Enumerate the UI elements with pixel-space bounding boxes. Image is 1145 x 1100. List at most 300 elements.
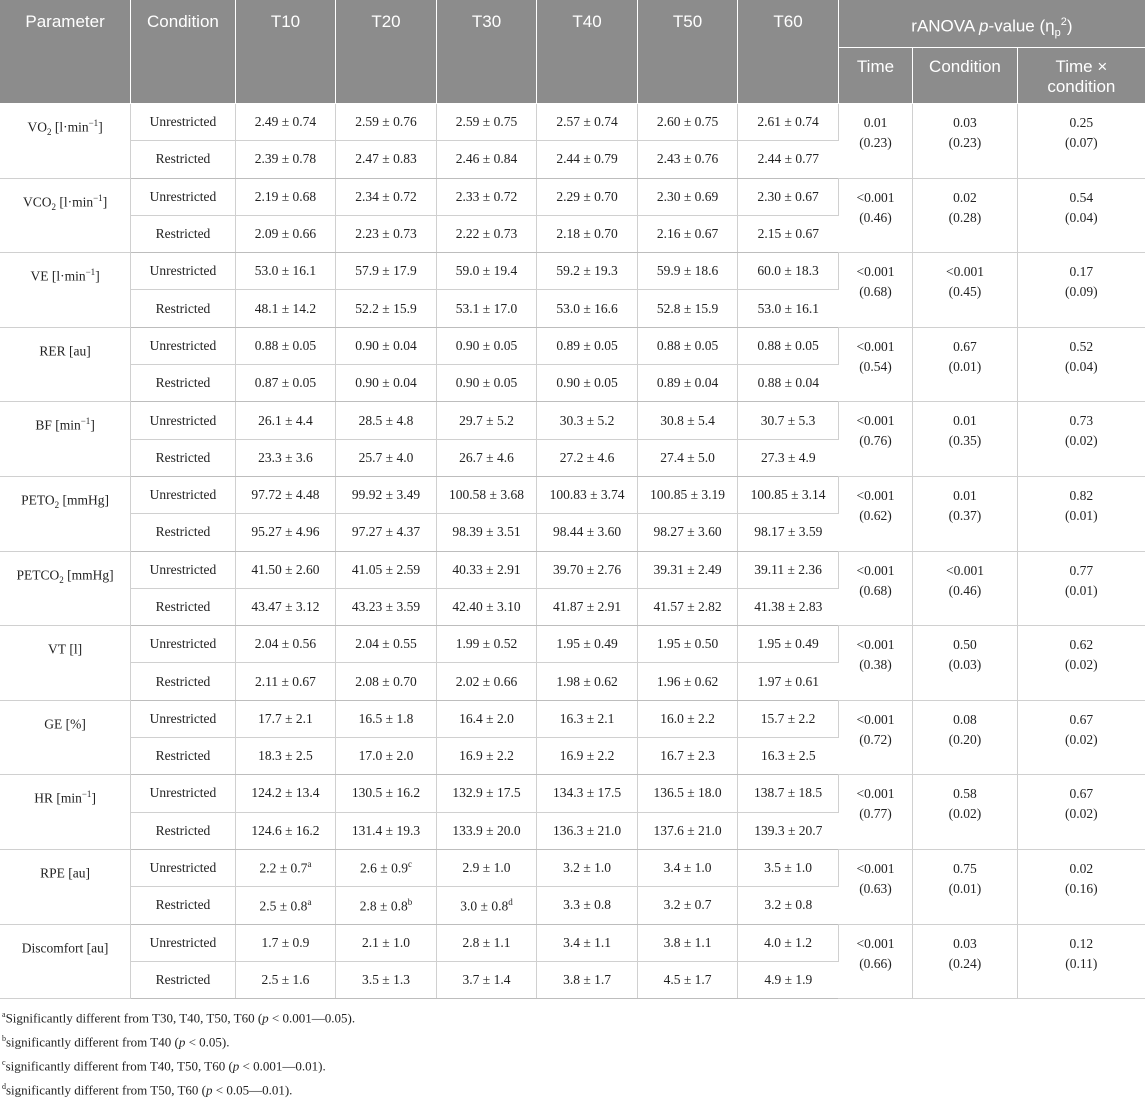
- value-cell: [537, 775, 638, 812]
- value-cell: [637, 700, 738, 737]
- value-text: 2.29 ± 0.70: [556, 188, 618, 204]
- eta-value: (0.20): [948, 731, 982, 747]
- value-text: 59.2 ± 19.3: [556, 263, 618, 279]
- parameter-name: RPE: [40, 865, 65, 881]
- parameter-subscript: 2: [54, 500, 60, 511]
- pvalue-interaction: [1017, 924, 1145, 999]
- p-value: 0.52: [1069, 338, 1094, 354]
- value-cell: [436, 849, 537, 886]
- eta-value: (0.45): [948, 284, 982, 300]
- value-text: 2.5 ± 0.8: [259, 898, 308, 914]
- value-cell: [738, 402, 839, 439]
- value-text: 2.18 ± 0.70: [556, 226, 618, 242]
- value-cell: [235, 402, 336, 439]
- value-cell: [235, 365, 336, 402]
- value-cell: [738, 775, 839, 812]
- value-text: 16.5 ± 1.8: [358, 710, 414, 726]
- value-cell: [336, 476, 437, 513]
- value-cell: [738, 215, 839, 252]
- eta-value: (0.46): [948, 582, 982, 598]
- value-cell: [235, 327, 336, 364]
- parameter-unit: [l·min: [48, 268, 86, 284]
- value-cell: [738, 365, 839, 402]
- value-text: 16.3 ± 2.5: [760, 748, 816, 764]
- value-cell: [436, 663, 537, 700]
- value-text: 16.4 ± 2.0: [459, 710, 514, 726]
- value-text: 95.27 ± 4.96: [251, 524, 320, 540]
- value-text: 53.1 ± 17.0: [455, 300, 518, 316]
- value-text: 40.33 ± 2.91: [452, 561, 521, 577]
- condition-label: Restricted: [131, 439, 236, 476]
- value-cell: [235, 775, 336, 812]
- value-cell: [738, 141, 839, 178]
- parameter-unit: [au]: [65, 343, 91, 359]
- value-text: 39.11 ± 2.36: [754, 561, 822, 577]
- value-cell: [436, 514, 537, 551]
- pvalue-interaction: [1017, 104, 1145, 179]
- value-text: 131.4 ± 19.3: [351, 822, 421, 838]
- value-cell: [537, 253, 638, 290]
- parameter-subscript: 2: [59, 574, 64, 585]
- value-cell: [235, 887, 336, 924]
- eta-value: (0.01): [1065, 507, 1098, 523]
- value-cell: [537, 439, 638, 476]
- value-cell: [537, 141, 638, 178]
- pvalue-condition: [913, 775, 1018, 850]
- eta-value: (0.02): [948, 806, 982, 822]
- pvalue-condition: [913, 476, 1018, 551]
- value-text: 2.60 ± 0.75: [656, 114, 719, 130]
- parameter-unit-sup: −1: [88, 118, 99, 128]
- value-text: 0.90 ± 0.05: [455, 375, 518, 391]
- value-cell: [336, 738, 437, 775]
- pvalue-condition: [913, 626, 1018, 701]
- value-text: 30.3 ± 5.2: [559, 412, 615, 428]
- footnote-text: significantly different from T50, T60 (: [6, 1081, 207, 1097]
- parameter-unit: [au]: [83, 940, 109, 956]
- value-cell: [637, 402, 738, 439]
- footnote: [2, 1029, 1145, 1053]
- eta-value: (0.16): [1065, 880, 1098, 896]
- value-cell: [336, 588, 437, 625]
- value-text: 2.16 ± 0.67: [656, 226, 719, 242]
- value-text: 0.88 ± 0.04: [757, 375, 820, 391]
- condition-label: Restricted: [131, 365, 236, 402]
- footnote-mark: c: [2, 1057, 6, 1067]
- value-cell: [336, 439, 437, 476]
- value-cell: [235, 924, 336, 961]
- value-text: 2.08 ± 0.70: [355, 673, 417, 689]
- value-text: 138.7 ± 18.5: [753, 785, 823, 801]
- value-cell: [637, 439, 738, 476]
- p-value: 0.73: [1069, 413, 1094, 429]
- value-text: 139.3 ± 20.7: [754, 822, 823, 838]
- value-cell: [336, 812, 437, 849]
- condition-label: Restricted: [131, 738, 236, 775]
- table-row: [0, 178, 1145, 215]
- eta-value: (0.23): [948, 135, 982, 150]
- condition-label: Restricted: [131, 812, 236, 849]
- p-value: 0.82: [1069, 487, 1094, 503]
- parameter-cell: [0, 104, 131, 179]
- value-text: 137.6 ± 21.0: [653, 822, 722, 838]
- p-value: <0.001: [945, 562, 984, 578]
- condition-label: Restricted: [131, 514, 236, 551]
- parameter-unit-end: ]: [90, 417, 95, 433]
- pvalue-condition: [913, 700, 1018, 775]
- value-cell: [537, 551, 638, 588]
- parameter-name: PETO: [21, 492, 55, 508]
- value-cell: [637, 178, 738, 215]
- value-cell: [436, 215, 537, 252]
- p-value: <0.001: [856, 637, 895, 653]
- value-text: 0.90 ± 0.04: [355, 337, 417, 353]
- footnote-mark: d: [508, 896, 513, 907]
- parameter-cell: [0, 327, 131, 402]
- value-cell: [336, 141, 437, 178]
- value-text: 3.2 ± 1.0: [563, 860, 611, 876]
- value-cell: [336, 961, 437, 998]
- value-cell: [537, 700, 638, 737]
- value-text: 18.3 ± 2.5: [258, 748, 313, 764]
- value-cell: [537, 887, 638, 924]
- p-value: 0.17: [1069, 264, 1094, 280]
- value-cell: [738, 290, 839, 327]
- value-cell: [537, 588, 638, 625]
- footnote-mark: b: [407, 896, 413, 907]
- value-text: 2.49 ± 0.74: [254, 114, 317, 130]
- parameter-unit: [l·min: [51, 119, 89, 135]
- value-text: 3.2 ± 0.8: [764, 897, 813, 913]
- parameter-unit-sup: −1: [81, 789, 92, 800]
- value-text: 0.90 ± 0.04: [355, 375, 417, 391]
- parameter-name: GE: [44, 716, 63, 732]
- value-text: 27.2 ± 4.6: [559, 449, 615, 465]
- parameter-unit: [l]: [66, 641, 83, 657]
- value-cell: [738, 812, 839, 849]
- footnotes: [0, 1005, 1145, 1100]
- condition-label: Unrestricted: [131, 104, 236, 141]
- value-cell: [637, 961, 738, 998]
- value-text: 15.7 ± 2.2: [760, 710, 816, 726]
- value-cell: [436, 588, 537, 625]
- parameter-unit-sup: −1: [85, 267, 96, 278]
- footnote-p: p: [206, 1081, 213, 1097]
- p-value: <0.001: [856, 786, 895, 802]
- p-value: 0.01: [953, 413, 977, 429]
- value-cell: [336, 290, 437, 327]
- value-cell: [235, 738, 336, 775]
- pvalue-interaction: [1017, 178, 1145, 253]
- value-text: 48.1 ± 14.2: [254, 300, 317, 316]
- value-text: 3.3 ± 0.8: [563, 897, 611, 913]
- value-text: 136.3 ± 21.0: [552, 822, 622, 838]
- table-row: [0, 626, 1145, 663]
- parameter-unit: [min: [51, 417, 81, 433]
- eta-value: (0.28): [948, 209, 982, 225]
- value-text: 3.8 ± 1.1: [663, 934, 712, 950]
- footnote-mark: a: [307, 859, 312, 870]
- pvalue-time: [838, 327, 912, 402]
- value-text: 2.8 ± 0.8: [359, 898, 408, 914]
- p-value: 0.01: [863, 115, 888, 130]
- value-text: 2.59 ± 0.75: [455, 114, 518, 130]
- value-cell: [235, 215, 336, 252]
- pvalue-condition: [913, 104, 1018, 179]
- value-cell: [436, 290, 537, 327]
- value-cell: [336, 663, 437, 700]
- condition-label: Unrestricted: [131, 327, 236, 364]
- condition-label: Restricted: [131, 290, 236, 327]
- value-cell: [738, 961, 839, 998]
- value-text: 2.44 ± 0.77: [757, 151, 820, 167]
- value-text: 4.9 ± 1.9: [764, 971, 813, 987]
- pvalue-time: [838, 253, 912, 328]
- value-text: 2.22 ± 0.73: [455, 226, 518, 242]
- value-cell: [235, 514, 336, 551]
- value-cell: [436, 551, 537, 588]
- condition-label: Unrestricted: [131, 253, 236, 290]
- value-cell: [637, 626, 738, 663]
- p-value: <0.001: [856, 711, 895, 727]
- p-value: <0.001: [856, 860, 895, 876]
- footnote-mark: d: [2, 1081, 6, 1091]
- value-cell: [336, 775, 437, 812]
- value-text: 42.40 ± 3.10: [452, 599, 521, 614]
- value-text: 17.7 ± 2.1: [258, 710, 313, 726]
- p-value: <0.001: [856, 487, 895, 503]
- value-text: 16.9 ± 2.2: [559, 748, 615, 764]
- value-cell: [637, 887, 738, 924]
- value-cell: [738, 178, 839, 215]
- parameter-unit: [mmHg]: [59, 492, 110, 508]
- value-text: 0.88 ± 0.05: [757, 337, 819, 353]
- condition-label: Unrestricted: [131, 178, 236, 215]
- pvalue-time: [838, 178, 912, 253]
- value-text: 2.19 ± 0.68: [254, 188, 317, 204]
- p-value: 0.62: [1069, 637, 1094, 653]
- value-cell: [637, 327, 738, 364]
- header-t10: T10: [235, 0, 336, 104]
- eta-value: (0.23): [859, 135, 892, 150]
- value-cell: [637, 514, 738, 551]
- value-text: 43.23 ± 3.59: [351, 599, 421, 614]
- header-condition: Condition: [131, 0, 236, 104]
- value-cell: [537, 924, 638, 961]
- value-text: 98.27 ± 3.60: [653, 524, 722, 540]
- eta-value: (0.03): [948, 657, 982, 673]
- pvalue-condition: [913, 178, 1018, 253]
- table-row: [0, 551, 1145, 588]
- condition-label: Unrestricted: [131, 626, 236, 663]
- value-text: 3.7 ± 1.4: [462, 971, 511, 987]
- value-cell: [537, 178, 638, 215]
- value-text: 53.0 ± 16.1: [757, 300, 820, 316]
- value-text: 3.0 ± 0.8: [460, 898, 509, 914]
- value-text: 1.98 ± 0.62: [556, 673, 618, 689]
- value-text: 2.11 ± 0.67: [255, 673, 316, 689]
- value-cell: [336, 849, 437, 886]
- footnote-text: Significantly different from T30, T40, T50, T60 (: [5, 1010, 263, 1026]
- value-text: 1.95 ± 0.49: [757, 636, 819, 652]
- value-text: 2.59 ± 0.76: [355, 114, 417, 130]
- value-cell: [738, 738, 839, 775]
- condition-label: Restricted: [131, 663, 236, 700]
- value-cell: [235, 476, 336, 513]
- pvalue-interaction: [1017, 849, 1145, 924]
- value-cell: [537, 476, 638, 513]
- value-text: 0.88 ± 0.05: [656, 337, 719, 353]
- parameter-unit-end: ]: [102, 194, 108, 210]
- value-text: 2.34 ± 0.72: [355, 188, 417, 204]
- value-cell: [436, 327, 537, 364]
- p-value: 0.54: [1069, 189, 1094, 205]
- pvalue-time: [838, 551, 912, 626]
- value-text: 4.5 ± 1.7: [663, 971, 712, 987]
- parameter-cell: [0, 700, 131, 775]
- value-cell: [235, 626, 336, 663]
- footnote-text: significantly different from T40, T50, T60 (: [5, 1058, 233, 1074]
- value-text: 0.89 ± 0.04: [656, 375, 719, 391]
- eta-value: (0.76): [859, 433, 892, 449]
- value-text: 4.0 ± 1.2: [764, 934, 813, 950]
- pvalue-condition: [913, 551, 1018, 626]
- footnote-mark: a: [2, 1010, 6, 1020]
- value-cell: [235, 588, 336, 625]
- value-cell: [537, 327, 638, 364]
- eta-value: (0.02): [1065, 806, 1098, 822]
- value-text: 53.0 ± 16.6: [556, 300, 618, 316]
- pvalue-interaction: [1017, 775, 1145, 850]
- parameter-subscript: 2: [46, 127, 52, 138]
- eta-value: (0.07): [1065, 135, 1098, 150]
- p-value: 0.12: [1069, 935, 1094, 951]
- footnote-mark: a: [307, 896, 312, 907]
- value-text: 98.39 ± 3.51: [452, 524, 521, 540]
- value-cell: [436, 887, 537, 924]
- condition-label: Unrestricted: [131, 476, 236, 513]
- value-text: 2.44 ± 0.79: [556, 151, 618, 167]
- value-text: 100.85 ± 3.19: [650, 487, 725, 503]
- eta-value: (0.63): [859, 880, 892, 896]
- pvalue-time: [838, 775, 912, 850]
- value-text: 134.3 ± 17.5: [552, 785, 622, 801]
- value-text: 99.92 ± 3.49: [351, 487, 421, 503]
- value-text: 0.90 ± 0.05: [556, 375, 618, 391]
- parameter-cell: [0, 775, 131, 850]
- value-cell: [738, 700, 839, 737]
- parameter-unit-sup: −1: [80, 416, 91, 427]
- parameter-unit-end: ]: [95, 268, 100, 284]
- value-cell: [235, 551, 336, 588]
- p-value: <0.001: [856, 935, 895, 951]
- p-value: 0.02: [1069, 860, 1094, 876]
- table-header: [0, 0, 1145, 104]
- condition-label: Unrestricted: [131, 402, 236, 439]
- eta-value: (0.68): [859, 284, 892, 300]
- value-text: 1.7 ± 0.9: [261, 934, 310, 950]
- p-value: 0.67: [1069, 786, 1094, 802]
- value-text: 2.39 ± 0.78: [254, 151, 317, 167]
- value-text: 132.9 ± 17.5: [452, 785, 521, 801]
- value-text: 52.2 ± 15.9: [355, 300, 417, 316]
- value-text: 30.8 ± 5.4: [660, 412, 715, 428]
- condition-label: Unrestricted: [131, 700, 236, 737]
- value-cell: [336, 551, 437, 588]
- p-value: 0.03: [953, 935, 977, 951]
- value-text: 2.33 ± 0.72: [455, 188, 518, 204]
- value-text: 27.3 ± 4.9: [760, 449, 816, 465]
- value-text: 2.04 ± 0.55: [355, 636, 417, 652]
- value-cell: [436, 178, 537, 215]
- value-text: 41.50 ± 2.60: [251, 561, 320, 577]
- parameter-name: VO: [27, 119, 47, 135]
- value-text: 3.5 ± 1.0: [764, 860, 813, 876]
- pvalue-interaction: [1017, 626, 1145, 701]
- value-cell: [738, 849, 839, 886]
- value-cell: [637, 141, 738, 178]
- value-text: 130.5 ± 16.2: [351, 785, 421, 801]
- parameter-name: Discomfort: [21, 940, 84, 956]
- parameter-name: BF: [35, 417, 52, 433]
- eta-value: (0.01): [948, 880, 982, 896]
- parameter-cell: [0, 253, 131, 328]
- eta-value: (0.77): [859, 806, 892, 822]
- eta-value: (0.02): [1065, 731, 1098, 747]
- value-text: 2.43 ± 0.76: [656, 151, 719, 167]
- parameter-unit: [%]: [62, 716, 86, 732]
- table-body: [0, 104, 1145, 999]
- value-text: 17.0 ± 2.0: [358, 748, 414, 764]
- value-cell: [235, 812, 336, 849]
- value-cell: [537, 514, 638, 551]
- eta-value: (0.62): [859, 507, 892, 523]
- pvalue-interaction: [1017, 327, 1145, 402]
- parameter-name: VE: [30, 268, 49, 284]
- parameter-name: PETCO: [16, 567, 60, 583]
- pvalue-time: [838, 924, 912, 999]
- condition-label: Restricted: [131, 887, 236, 924]
- p-value: 0.67: [953, 338, 977, 354]
- value-cell: [336, 215, 437, 252]
- value-cell: [637, 551, 738, 588]
- value-cell: [738, 626, 839, 663]
- value-cell: [637, 588, 738, 625]
- footnote: [2, 1053, 1145, 1077]
- p-value: <0.001: [856, 264, 895, 280]
- value-text: 2.30 ± 0.67: [757, 188, 819, 204]
- value-cell: [436, 626, 537, 663]
- value-cell: [235, 700, 336, 737]
- value-text: 2.2 ± 0.7: [259, 860, 308, 876]
- value-text: 2.61 ± 0.74: [757, 114, 819, 130]
- condition-label: Unrestricted: [131, 924, 236, 961]
- value-cell: [738, 887, 839, 924]
- table-row: [0, 253, 1145, 290]
- value-text: 26.1 ± 4.4: [258, 412, 313, 428]
- value-cell: [738, 253, 839, 290]
- value-cell: [537, 290, 638, 327]
- value-text: 0.89 ± 0.05: [556, 337, 618, 353]
- table-row: [0, 700, 1145, 737]
- value-cell: [537, 104, 638, 141]
- pvalue-interaction: [1017, 476, 1145, 551]
- value-cell: [637, 738, 738, 775]
- value-text: 3.8 ± 1.7: [563, 971, 611, 987]
- p-value: 0.50: [953, 637, 977, 653]
- eta-value: (0.37): [948, 507, 982, 523]
- table-row: [0, 402, 1145, 439]
